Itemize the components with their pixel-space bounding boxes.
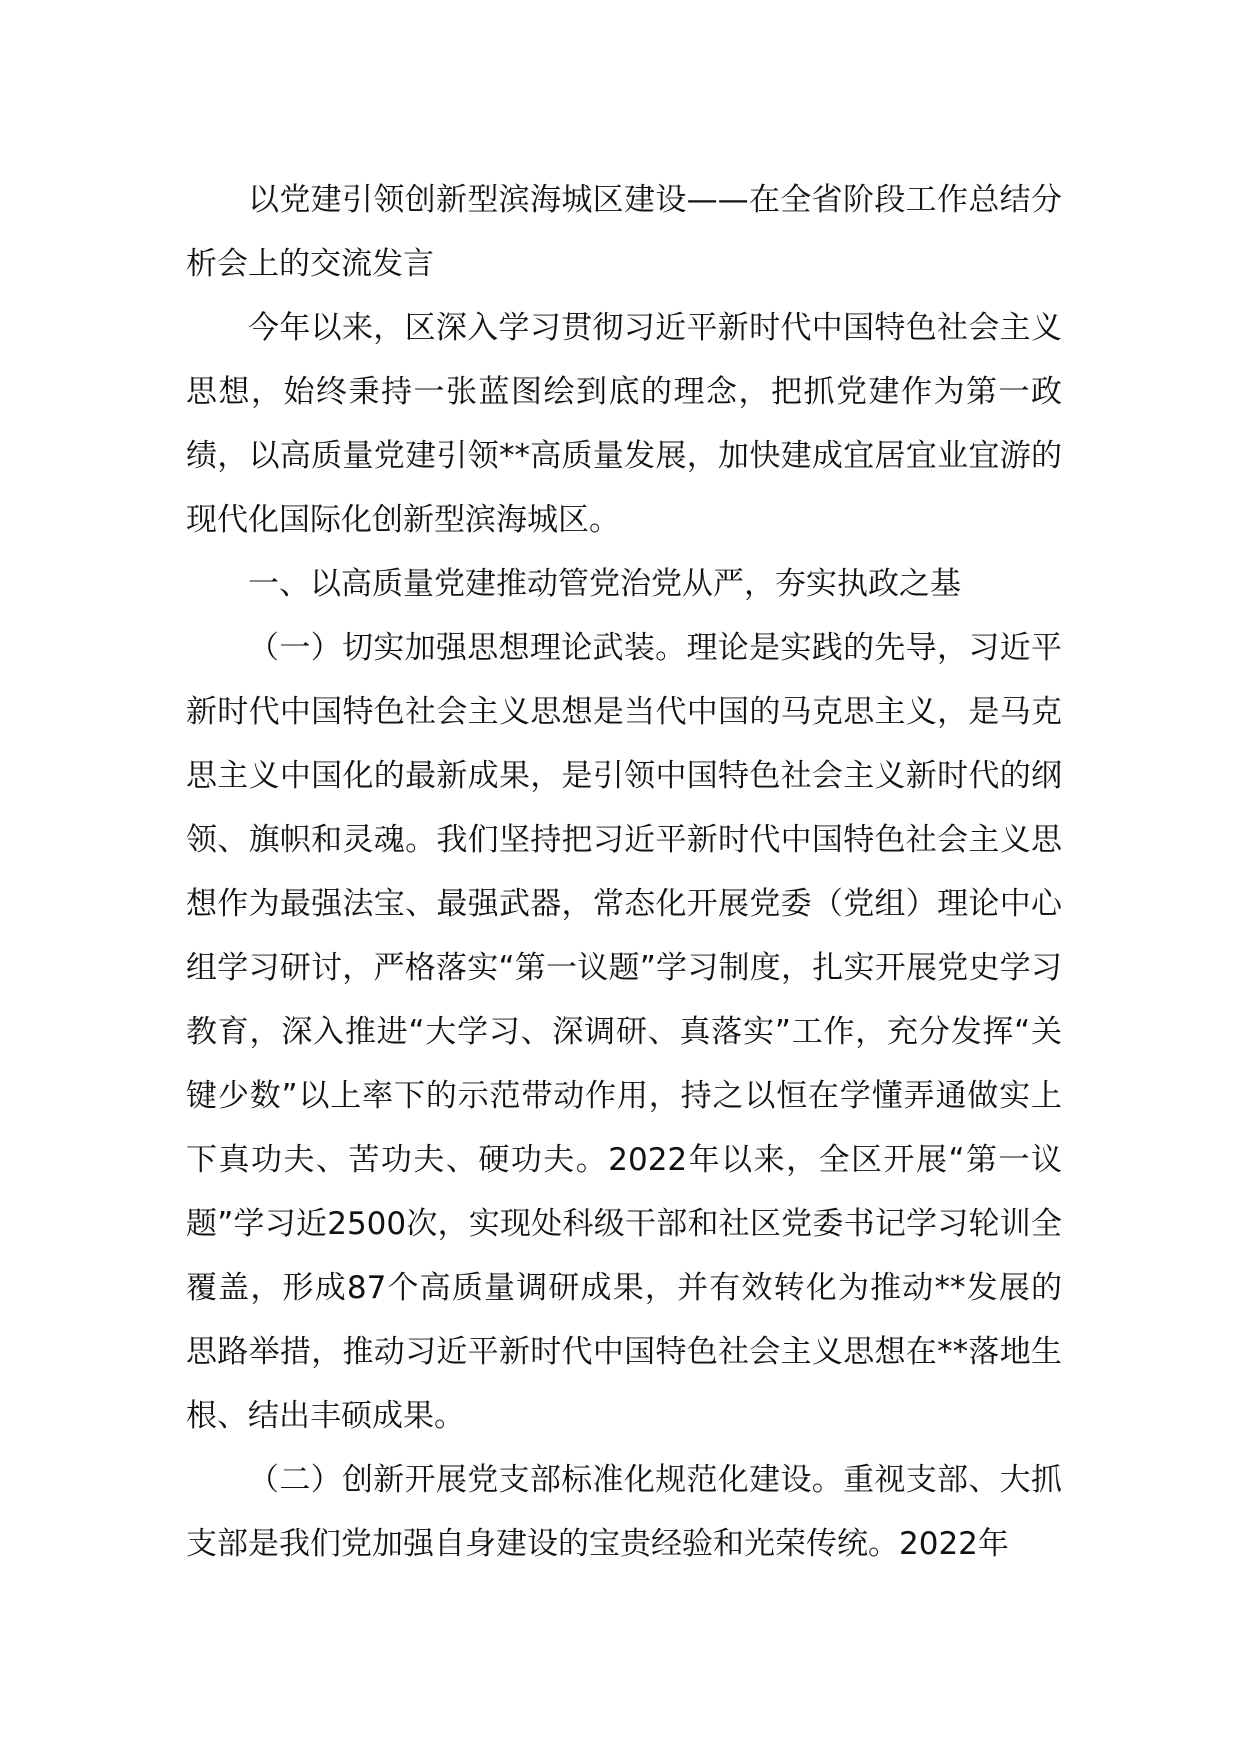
body-paragraph: （一）切实加强思想理论武装。理论是实践的先导，习近平新时代中国特色社会主义思想是当代中国的马克思主义，是马克思主义中国化的最新成果，是引领中国特色社会主义新时代的纲领、旗帜和灵魂。我们坚持把习近平新时代中国特色社会主义思想作为最强法宝、最强武器，常态化开展党委（党组）理论中心组学习研讨，严格落实“第一议题”学习制度，扎实开展党史学习教育，深入推进“大学习、深调研、真落实”工作，充分发挥“关键少数”以上率下的示范带动作用，持之以恒在学懂弄通做实上下真功夫、苦功夫、硬功夫。2022年以来，全区开展“第一议题”学习近2500次，实现处科级干部和社区党委书记学习轮训全覆盖，形成87个高质量调研成果，并有效转化为推动**发展的思路举措，推动习近平新时代中国特色社会主义思想在**落地生根、结出丰硕成果。 [186,630,1062,1434]
document-title: 以党建引领创新型滨海城区建设——在全省阶段工作总结分析会上的交流发言 [186,182,1062,282]
intro-paragraph: 今年以来，区深入学习贯彻习近平新时代中国特色社会主义思想，始终秉持一张蓝图绘到底的理念，把抓党建作为第一政绩，以高质量党建引领**高质量发展，加快建成宜居宜业宜游的现代化国际化创新型滨海城区。 [186,310,1062,538]
body-paragraph: （二）创新开展党支部标准化规范化建设。重视支部、大抓支部是我们党加强自身建设的宝贵经验和光荣传统。2022年 [186,1462,1062,1562]
section-heading: 一、以高质量党建推动管党治党从严，夯实执政之基 [248,566,961,602]
document-body [186,168,1062,1576]
